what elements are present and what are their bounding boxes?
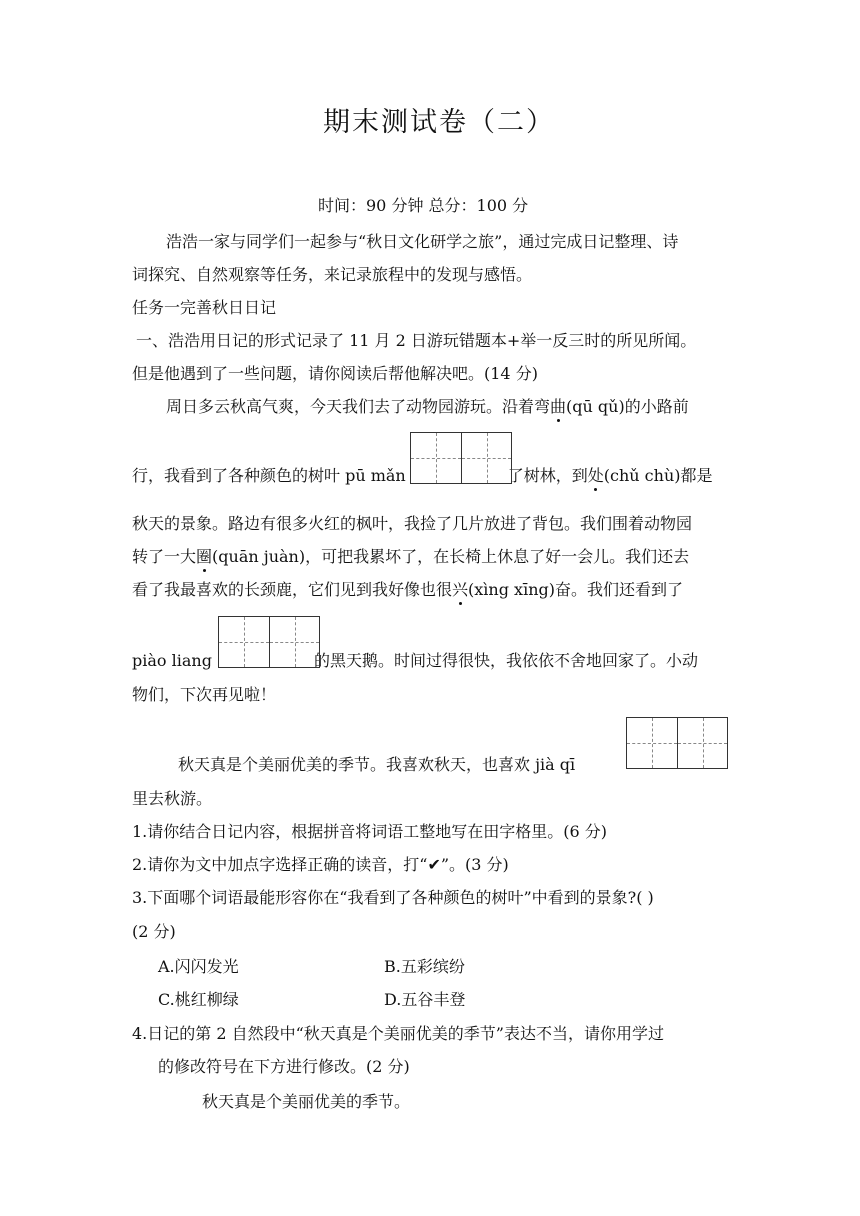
dotted-char-quan: 圈 — [196, 547, 213, 566]
diary-line-1: 周日多云秋高气爽，今天我们去了动物园游玩。沿着弯曲(qū qǔ)的小路前 — [166, 397, 689, 416]
diary-line-2: 行，我看到了各种颜色的树叶 pū mǎn 了树林，到处(chǔ chù)都是 — [132, 466, 713, 485]
diary-line-7: 物们，下次再见啦！ — [132, 685, 277, 704]
question-1-intro-line-1: 一、浩浩用日记的形式记录了 11 月 2 日游玩错题本+举一反三时的所见所闻。 — [136, 331, 697, 350]
question-1-intro-line-2: 但是他遇到了一些问题，请你阅读后帮他解决吧。(14 分) — [132, 364, 538, 383]
task-heading: 任务一完善秋日日记 — [132, 298, 277, 317]
diary-line-4: 转了一大圈(quān juàn)，可把我累坏了，在长椅上休息了好一会儿。我们还去 — [132, 547, 690, 566]
question-1-4-line-1: 4.日记的第 2 自然段中“秋天真是个美丽优美的季节”表达不当，请你用学过 — [132, 1024, 664, 1043]
question-1-2: 2.请你为文中加点字选择正确的读音，打“✔”。(3 分) — [132, 855, 509, 874]
intro-line-1: 浩浩一家与同学们一起参与“秋日文化研学之旅”，通过完成日记整理、诗 — [166, 232, 679, 251]
diary-line-9: 里去秋游。 — [132, 789, 213, 808]
option-c[interactable]: C.桃红柳绿 — [158, 990, 239, 1009]
writing-grid-jia-qi[interactable] — [626, 717, 728, 769]
grid-cell[interactable] — [461, 433, 511, 483]
revision-sentence: 秋天真是个美丽优美的季节。 — [202, 1092, 411, 1111]
question-1-3-line-2: (2 分) — [132, 922, 176, 941]
dotted-char-chu: 处 — [587, 466, 604, 485]
page-title: 期末测试卷（二） — [323, 107, 555, 138]
question-1-4-line-2: 的修改符号在下方进行修改。(2 分) — [158, 1057, 410, 1076]
option-d[interactable]: D.五谷丰登 — [384, 990, 466, 1009]
diary-line-6: piào liang 的黑天鹅。时间过得很快，我依依不舍地回家了。小动 — [132, 651, 698, 670]
diary-line-8: 秋天真是个美丽优美的季节。我喜欢秋天，也喜欢 jià qī — [178, 755, 576, 774]
dotted-char-xing: 兴 — [452, 580, 469, 599]
question-1-3-line-1: 3.下面哪个词语最能形容你在“我看到了各种颜色的树叶”中看到的景象?( ) — [132, 888, 654, 907]
grid-cell[interactable] — [411, 433, 461, 483]
option-b[interactable]: B.五彩缤纷 — [384, 957, 465, 976]
intro-line-2: 词探究、自然观察等任务，来记录旅程中的发现与感悟。 — [132, 265, 533, 284]
diary-line-3: 秋天的景象。路边有很多火红的枫叶，我捡了几片放进了背包。我们围着动物园 — [132, 514, 693, 533]
diary-line-5: 看了我最喜欢的长颈鹿，它们见到我好像也很兴(xìng xīng)奋。我们还看到了 — [132, 580, 683, 599]
dotted-char-qu: 曲 — [550, 397, 567, 416]
question-1-1: 1.请你结合日记内容，根据拼音将词语工整地写在田字格里。(6 分) — [132, 822, 608, 841]
grid-cell[interactable] — [677, 718, 727, 768]
writing-grid-piao-liang[interactable] — [218, 616, 320, 668]
option-a[interactable]: A.闪闪发光 — [158, 957, 239, 976]
writing-grid-pu-man[interactable] — [410, 432, 512, 484]
exam-meta: 时间：90 分钟 总分：100 分 — [318, 196, 529, 215]
grid-cell[interactable] — [269, 617, 319, 667]
grid-cell[interactable] — [219, 617, 269, 667]
grid-cell[interactable] — [627, 718, 677, 768]
